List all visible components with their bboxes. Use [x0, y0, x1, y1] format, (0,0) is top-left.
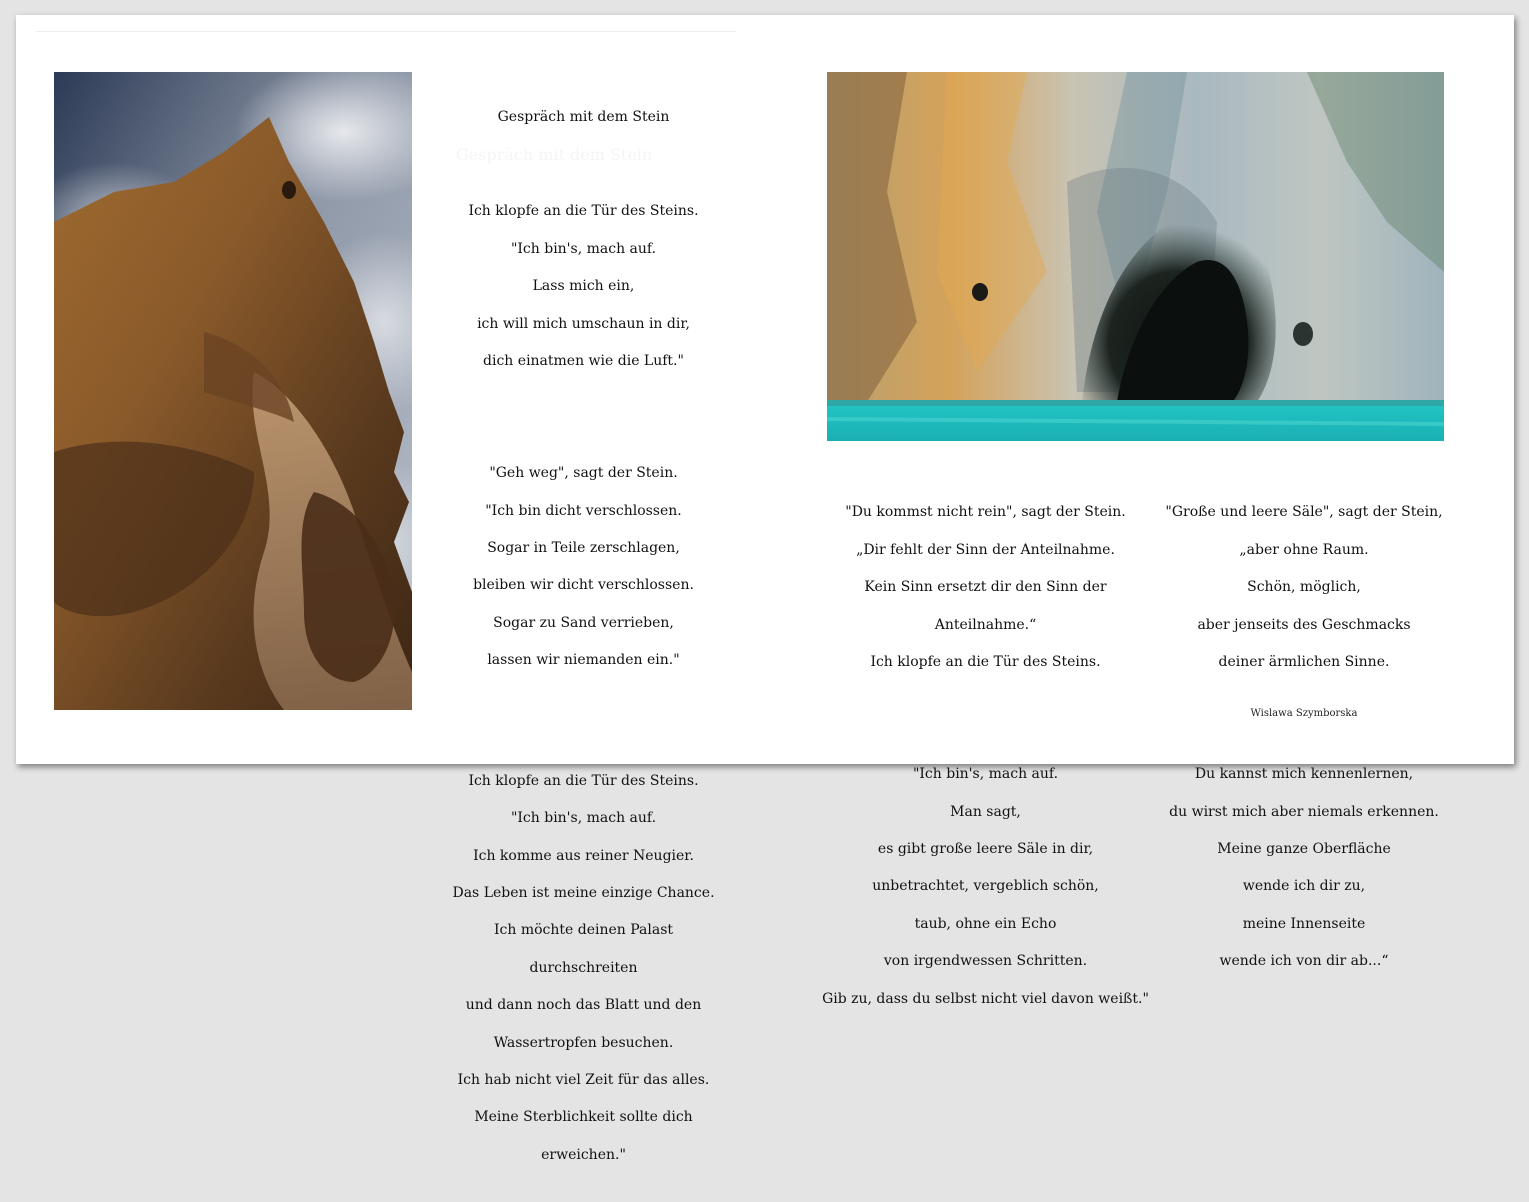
- sea-cave-photo: [827, 72, 1444, 441]
- stanza-5: [818, 747, 1153, 1028]
- verse-line: Lass mich ein,: [532, 278, 635, 295]
- poem-title: Gespräch mit dem Stein: [497, 109, 670, 125]
- stanza-1: [446, 184, 721, 390]
- stanza-6: [1159, 485, 1449, 691]
- verse-line: Das Leben ist meine einzige Chance.: [452, 885, 715, 901]
- verse-line: dich einatmen wie die Luft.": [483, 353, 684, 370]
- verse-line: taub, ohne ein Echo: [914, 915, 1057, 932]
- verse-line: durchschreiten: [529, 959, 638, 976]
- verse-line: es gibt große leere Säle in dir,: [877, 841, 1094, 858]
- verse-line: deiner ärmlichen Sinne.: [1218, 654, 1390, 671]
- verse-line: ich will mich umschaun in dir,: [477, 315, 690, 332]
- verse-line: „aber ohne Raum.: [1239, 541, 1369, 558]
- verse-line: aber jenseits des Geschmacks: [1197, 616, 1411, 633]
- poem-column-middle: [818, 466, 1153, 1046]
- verse-line: wende ich dir zu,: [1242, 878, 1366, 895]
- verse-line: Meine Sterblichkeit sollte dich: [474, 1109, 693, 1126]
- verse-line: Sogar zu Sand verrieben,: [493, 614, 674, 631]
- verse-line: und dann noch das Blatt und den: [465, 997, 702, 1014]
- verse-line: Ich komme aus reiner Neugier.: [473, 847, 694, 864]
- verse-line: wende ich von dir ab...“: [1219, 953, 1389, 970]
- verse-line: lassen wir niemanden ein.": [487, 652, 680, 669]
- verse-line: Sogar in Teile zerschlagen,: [487, 540, 680, 557]
- verse-line: von irgendwessen Schritten.: [883, 953, 1088, 970]
- verse-line: Ich möchte deinen Palast: [493, 922, 674, 939]
- stanza-4: [818, 485, 1153, 691]
- stanza-2: [446, 446, 721, 689]
- poem-column-right: [1159, 466, 1449, 1008]
- verse-line: unbetrachtet, vergeblich schön,: [872, 878, 1099, 895]
- stanza-3: [446, 753, 721, 1183]
- verse-line: Man sagt,: [950, 803, 1021, 820]
- verse-line: erweichen.": [541, 1146, 626, 1163]
- rock-formation-photo: [54, 72, 412, 710]
- verse-line: Wassertropfen besuchen.: [493, 1034, 674, 1051]
- verse-line: Schön, möglich,: [1247, 579, 1361, 596]
- verse-line: "Du kommst nicht rein", sagt der Stein.: [845, 504, 1126, 521]
- verse-line: du wirst mich aber niemals erkennen.: [1169, 803, 1439, 820]
- show-through-text: [456, 145, 652, 164]
- verse-line: Ich hab nicht viel Zeit für das alles.: [457, 1072, 710, 1089]
- verse-line: "Ich bin's, mach auf.: [510, 240, 657, 257]
- verse-line: Meine ganze Oberfläche: [1217, 841, 1391, 858]
- poem-column-left: [446, 165, 721, 1202]
- verse-line: "Große und leere Säle", sagt der Stein,: [1165, 504, 1443, 521]
- verse-line: "Ich bin dicht verschlossen.: [485, 502, 682, 519]
- verse-line: "Ich bin's, mach auf.: [912, 766, 1059, 783]
- verse-line: „Dir fehlt der Sinn der Anteilnahme.: [856, 541, 1115, 558]
- verse-line: bleiben wir dicht verschlossen.: [473, 577, 694, 594]
- stanza-7: [1159, 747, 1449, 990]
- verse-line: "Ich bin's, mach auf.: [510, 810, 657, 827]
- verse-line: meine Innenseite: [1242, 915, 1366, 932]
- author-credit: Wislawa Szymborska: [1250, 708, 1358, 719]
- book-spread: [16, 15, 1514, 1163]
- verse-line: Kein Sinn ersetzt dir den Sinn der: [864, 579, 1107, 596]
- verse-line: Ich klopfe an die Tür des Steins.: [468, 772, 699, 789]
- verse-line: Ich klopfe an die Tür des Steins.: [468, 203, 699, 220]
- verse-line: "Geh weg", sagt der Stein.: [489, 465, 678, 482]
- page-edge-line: [36, 31, 736, 32]
- verse-line: Du kannst mich kennenlernen,: [1194, 766, 1414, 783]
- verse-line: Gib zu, dass du selbst nicht viel davon weißt.": [822, 990, 1149, 1007]
- verse-line: Ich klopfe an die Tür des Steins.: [870, 654, 1101, 671]
- verse-line: Anteilnahme.“: [934, 616, 1037, 633]
